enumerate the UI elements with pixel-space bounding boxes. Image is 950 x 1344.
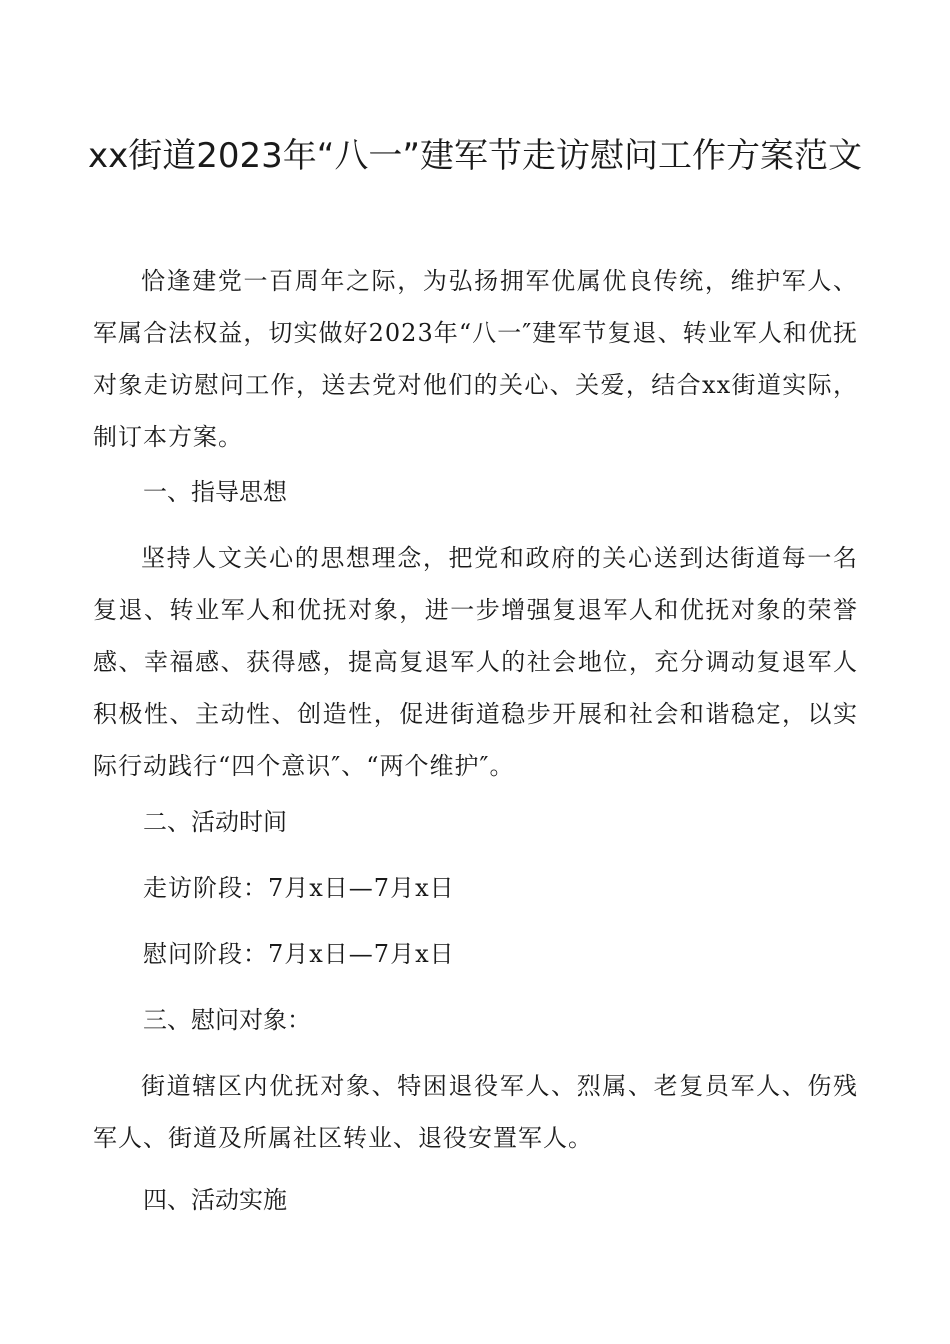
section-heading-guiding-ideology: 一、指导思想	[143, 478, 287, 506]
document-title: xx街道2023年“八一”建军节走访慰问工作方案范文	[88, 136, 862, 176]
guiding-ideology-paragraph: 坚持人文关心的思想理念，把党和政府的关心送到达街道每一名复退、转业军人和优抚对象，进一步增强复退军人和优抚对象的荣誉感、幸福感、获得感，提高复退军人的社会地位，充分调动复退军人积极性、主动性、创造性，促进街道稳步开展和社会和谐稳定，以实际行动践行“四个意识″、“两个维护″。	[93, 544, 858, 780]
condolence-stage-line: 慰问阶段：7月x日—7月x日	[143, 940, 455, 968]
condolence-targets-paragraph: 街道辖区内优抚对象、特困退役军人、烈属、老复员军人、伤残军人、街道及所属社区转业、退役安置军人。	[93, 1072, 858, 1152]
intro-paragraph: 恰逢建党一百周年之际，为弘扬拥军优属优良传统，维护军人、军属合法权益，切实做好2023年“八一″建军节复退、转业军人和优抚对象走访慰问工作，送去党对他们的关心、关爱，结合xx街道实际，制订本方案。	[93, 267, 858, 451]
section-heading-activity-time: 二、活动时间	[143, 808, 287, 836]
visit-stage-line: 走访阶段：7月x日—7月x日	[143, 874, 455, 902]
section-heading-activity-implementation: 四、活动实施	[143, 1186, 287, 1214]
section-heading-condolence-targets: 三、慰问对象：	[143, 1006, 311, 1034]
